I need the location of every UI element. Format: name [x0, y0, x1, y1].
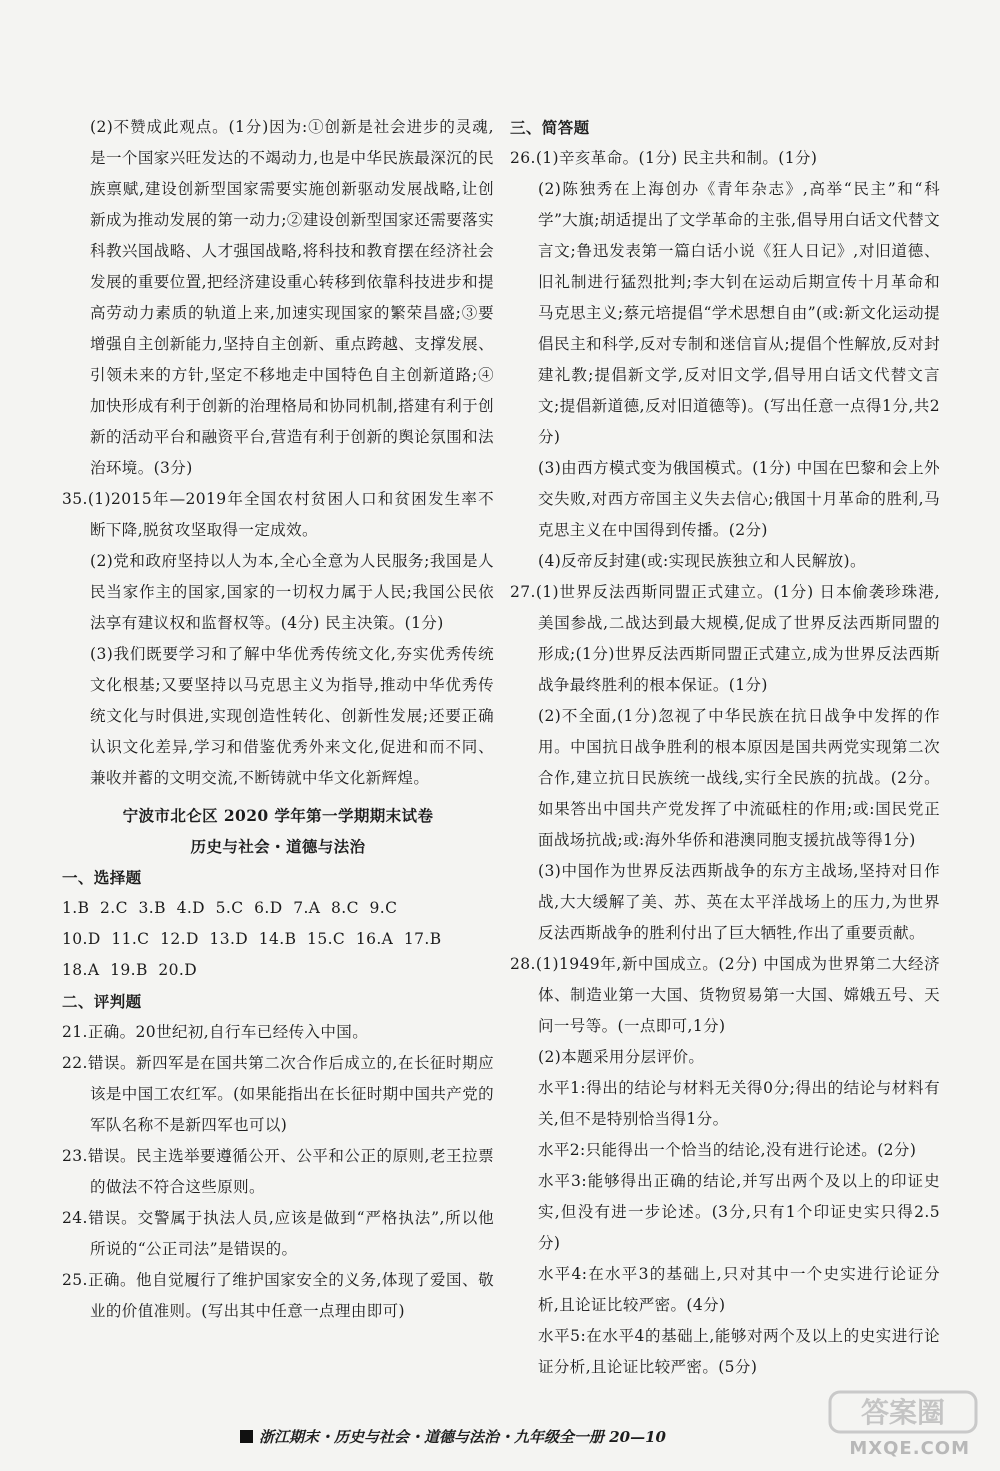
answer-35-1: 35.(1)2015年—2019年全国农村贫困人口和贫困发生率不断下降,脱贫攻坚取得一定成效。	[62, 490, 494, 539]
answer-26-3: (3)由西方模式变为俄国模式。(1分) 中国在巴黎和会上外交失败,对西方帝国主义失去信心;俄国十月革命的胜利,马克思主义在中国得到传播。(2分)	[538, 459, 940, 539]
answer-24: 24.错误。交警属于执法人员,应该是做到“严格执法”,所以他所说的“公正司法”是错误的。	[62, 1209, 494, 1258]
section-choice-heading: 一、选择题	[62, 868, 142, 887]
exam-title: 宁波市北仑区 2020 学年第一学期期末试卷	[122, 806, 434, 825]
choice-answers-row-2: 10.D 11.C 12.D 13.D 14.B 15.C 16.A 17.B	[62, 930, 442, 948]
answer-21: 21.正确。20世纪初,自行车已经传入中国。	[62, 1023, 369, 1041]
watermark-logo-text: 答案圈	[860, 1396, 946, 1429]
section-short-answer-heading: 三、简答题	[510, 118, 590, 137]
answer-35-3: (3)我们既要学习和了解中华优秀传统文化,夯实优秀传统文化根基;又要坚持以马克思主义为指导,推动中华优秀传统文化与时俱进,实现创造性转化、创新性发展;还要正确认识文化差异,学习和借鉴优秀外来文化,促进和而不同、兼收并蓄的文明交流,不断铸就中华文化新辉煌。	[90, 645, 494, 787]
level-1: 水平1:得出的结论与材料无关得0分;得出的结论与材料有关,但不是特别恰当得1分。	[538, 1079, 940, 1128]
section-judge-heading: 二、评判题	[62, 992, 142, 1011]
left-column	[62, 112, 494, 1327]
watermark-text: MXQE.COM	[849, 1438, 970, 1459]
page-footer	[240, 1426, 666, 1447]
footer-square-icon	[240, 1430, 253, 1443]
choice-answers-row-3: 18.A 19.B 20.D	[62, 961, 198, 979]
level-4: 水平4:在水平3的基础上,只对其中一个史实进行论证分析,且论证比较严密。(4分)	[538, 1265, 940, 1314]
level-2: 水平2:只能得出一个恰当的结论,没有进行论述。(2分)	[538, 1141, 917, 1159]
answer-28-1: 28.(1)1949年,新中国成立。(2分) 中国成为世界第二大经济体、制造业第一大国、货物贸易第一大国、嫦娥五号、天问一号等。(一点即可,1分)	[510, 955, 940, 1035]
answer-35-2: (2)党和政府坚持以人为本,全心全意为人民服务;我国是人民当家作主的国家,国家的一切权力属于人民;我国公民依法享有建议权和监督权等。(4分) 民主决策。(1分)	[90, 552, 494, 632]
right-column	[510, 112, 940, 1383]
answer-34-2: (2)不赞成此观点。(1分)因为:①创新是社会进步的灵魂,是一个国家兴旺发达的不竭动力,也是中华民族最深沉的民族禀赋,建设创新型国家需要实施创新驱动发展战略,让创新成为推动发展的第一动力;②建设创新型国家还需要落实科教兴国战略、人才强国战略,将科技和教育摆在经济社会发展的重要位置,把经济建设重心转移到依靠科技进步和提高劳动力素质的轨道上来,加速实现国家的繁荣昌盛;③要增强自主创新能力,坚持自主创新、重点跨越、支撑发展、引领未来的方针,坚定不移地走中国特色自主创新道路;④加快形成有利于创新的治理格局和协同机制,搭建有利于创新的活动平台和融资平台,营造有利于创新的舆论氛围和法治环境。(3分)	[90, 118, 494, 477]
answer-26-4: (4)反帝反封建(或:实现民族独立和人民解放)。	[538, 552, 866, 570]
answer-28-2: (2)本题采用分层评价。	[538, 1048, 705, 1066]
watermark-logo	[828, 1388, 978, 1436]
answer-26-2: (2)陈独秀在上海创办《青年杂志》,高举“民主”和“科学”大旗;胡适提出了文学革命的主张,倡导用白话文代替文言文;鲁迅发表第一篇白话小说《狂人日记》,对旧道德、旧礼制进行猛烈批判;李大钊在运动后期宣传十月革命和马克思主义;蔡元培提倡“学术思想自由”(或:新文化运动提倡民主和科学,反对专制和迷信盲从;提倡个性解放,反对封建礼教;提倡新文学,反对旧文学,倡导用白话文代替文言文;提倡新道德,反对旧道德等)。(写出任意一点得1分,共2分)	[538, 180, 940, 446]
answer-23: 23.错误。民主选举要遵循公开、公平和公正的原则,老王拉票的做法不符合这些原则。	[62, 1147, 494, 1196]
answer-27-1: 27.(1)世界反法西斯同盟正式建立。(1分) 日本偷袭珍珠港,美国参战,二战达到最大规模,促成了世界反法西斯同盟的形成;(1分)世界反法西斯同盟正式建立,成为世界反法西斯战争最终胜利的根本保证。(1分)	[510, 583, 940, 694]
exam-subtitle: 历史与社会・道德与法治	[190, 837, 366, 856]
answer-25: 25.正确。他自觉履行了维护国家安全的义务,体现了爱国、敬业的价值准则。(写出其中任意一点理由即可)	[62, 1271, 494, 1320]
choice-answers-row-1: 1.B 2.C 3.B 4.D 5.C 6.D 7.A 8.C 9.C	[62, 899, 398, 917]
answer-27-2: (2)不全面,(1分)忽视了中华民族在抗日战争中发挥的作用。中国抗日战争胜利的根本原因是国共两党实现第二次合作,建立抗日民族统一战线,实行全民族的抗战。(2分。如果答出中国共产党发挥了中流砥柱的作用;或:国民党正面战场抗战;或:海外华侨和港澳同胞支援抗战等得1分)	[538, 707, 940, 849]
answer-26-1: 26.(1)辛亥革命。(1分) 民主共和制。(1分)	[510, 149, 818, 167]
answer-22: 22.错误。新四军是在国共第二次合作后成立的,在长征时期应该是中国工农红军。(如果能指出在长征时期中国共产党的军队名称不是新四军也可以)	[62, 1054, 494, 1134]
footer-text: 浙江期末・历史与社会・道德与法治・九年级全一册 20—10	[259, 1428, 666, 1446]
level-3: 水平3:能够得出正确的结论,并写出两个及以上的印证史实,但没有进一步论述。(3分,只有1个印证史实只得2.5分)	[538, 1172, 940, 1252]
answer-27-3: (3)中国作为世界反法西斯战争的东方主战场,坚持对日作战,大大缓解了美、苏、英在太平洋战场上的压力,为世界反法西斯战争的胜利付出了巨大牺牲,作出了重要贡献。	[538, 862, 940, 942]
level-5: 水平5:在水平4的基础上,能够对两个及以上的史实进行论证分析,且论证比较严密。(5分)	[538, 1327, 940, 1376]
